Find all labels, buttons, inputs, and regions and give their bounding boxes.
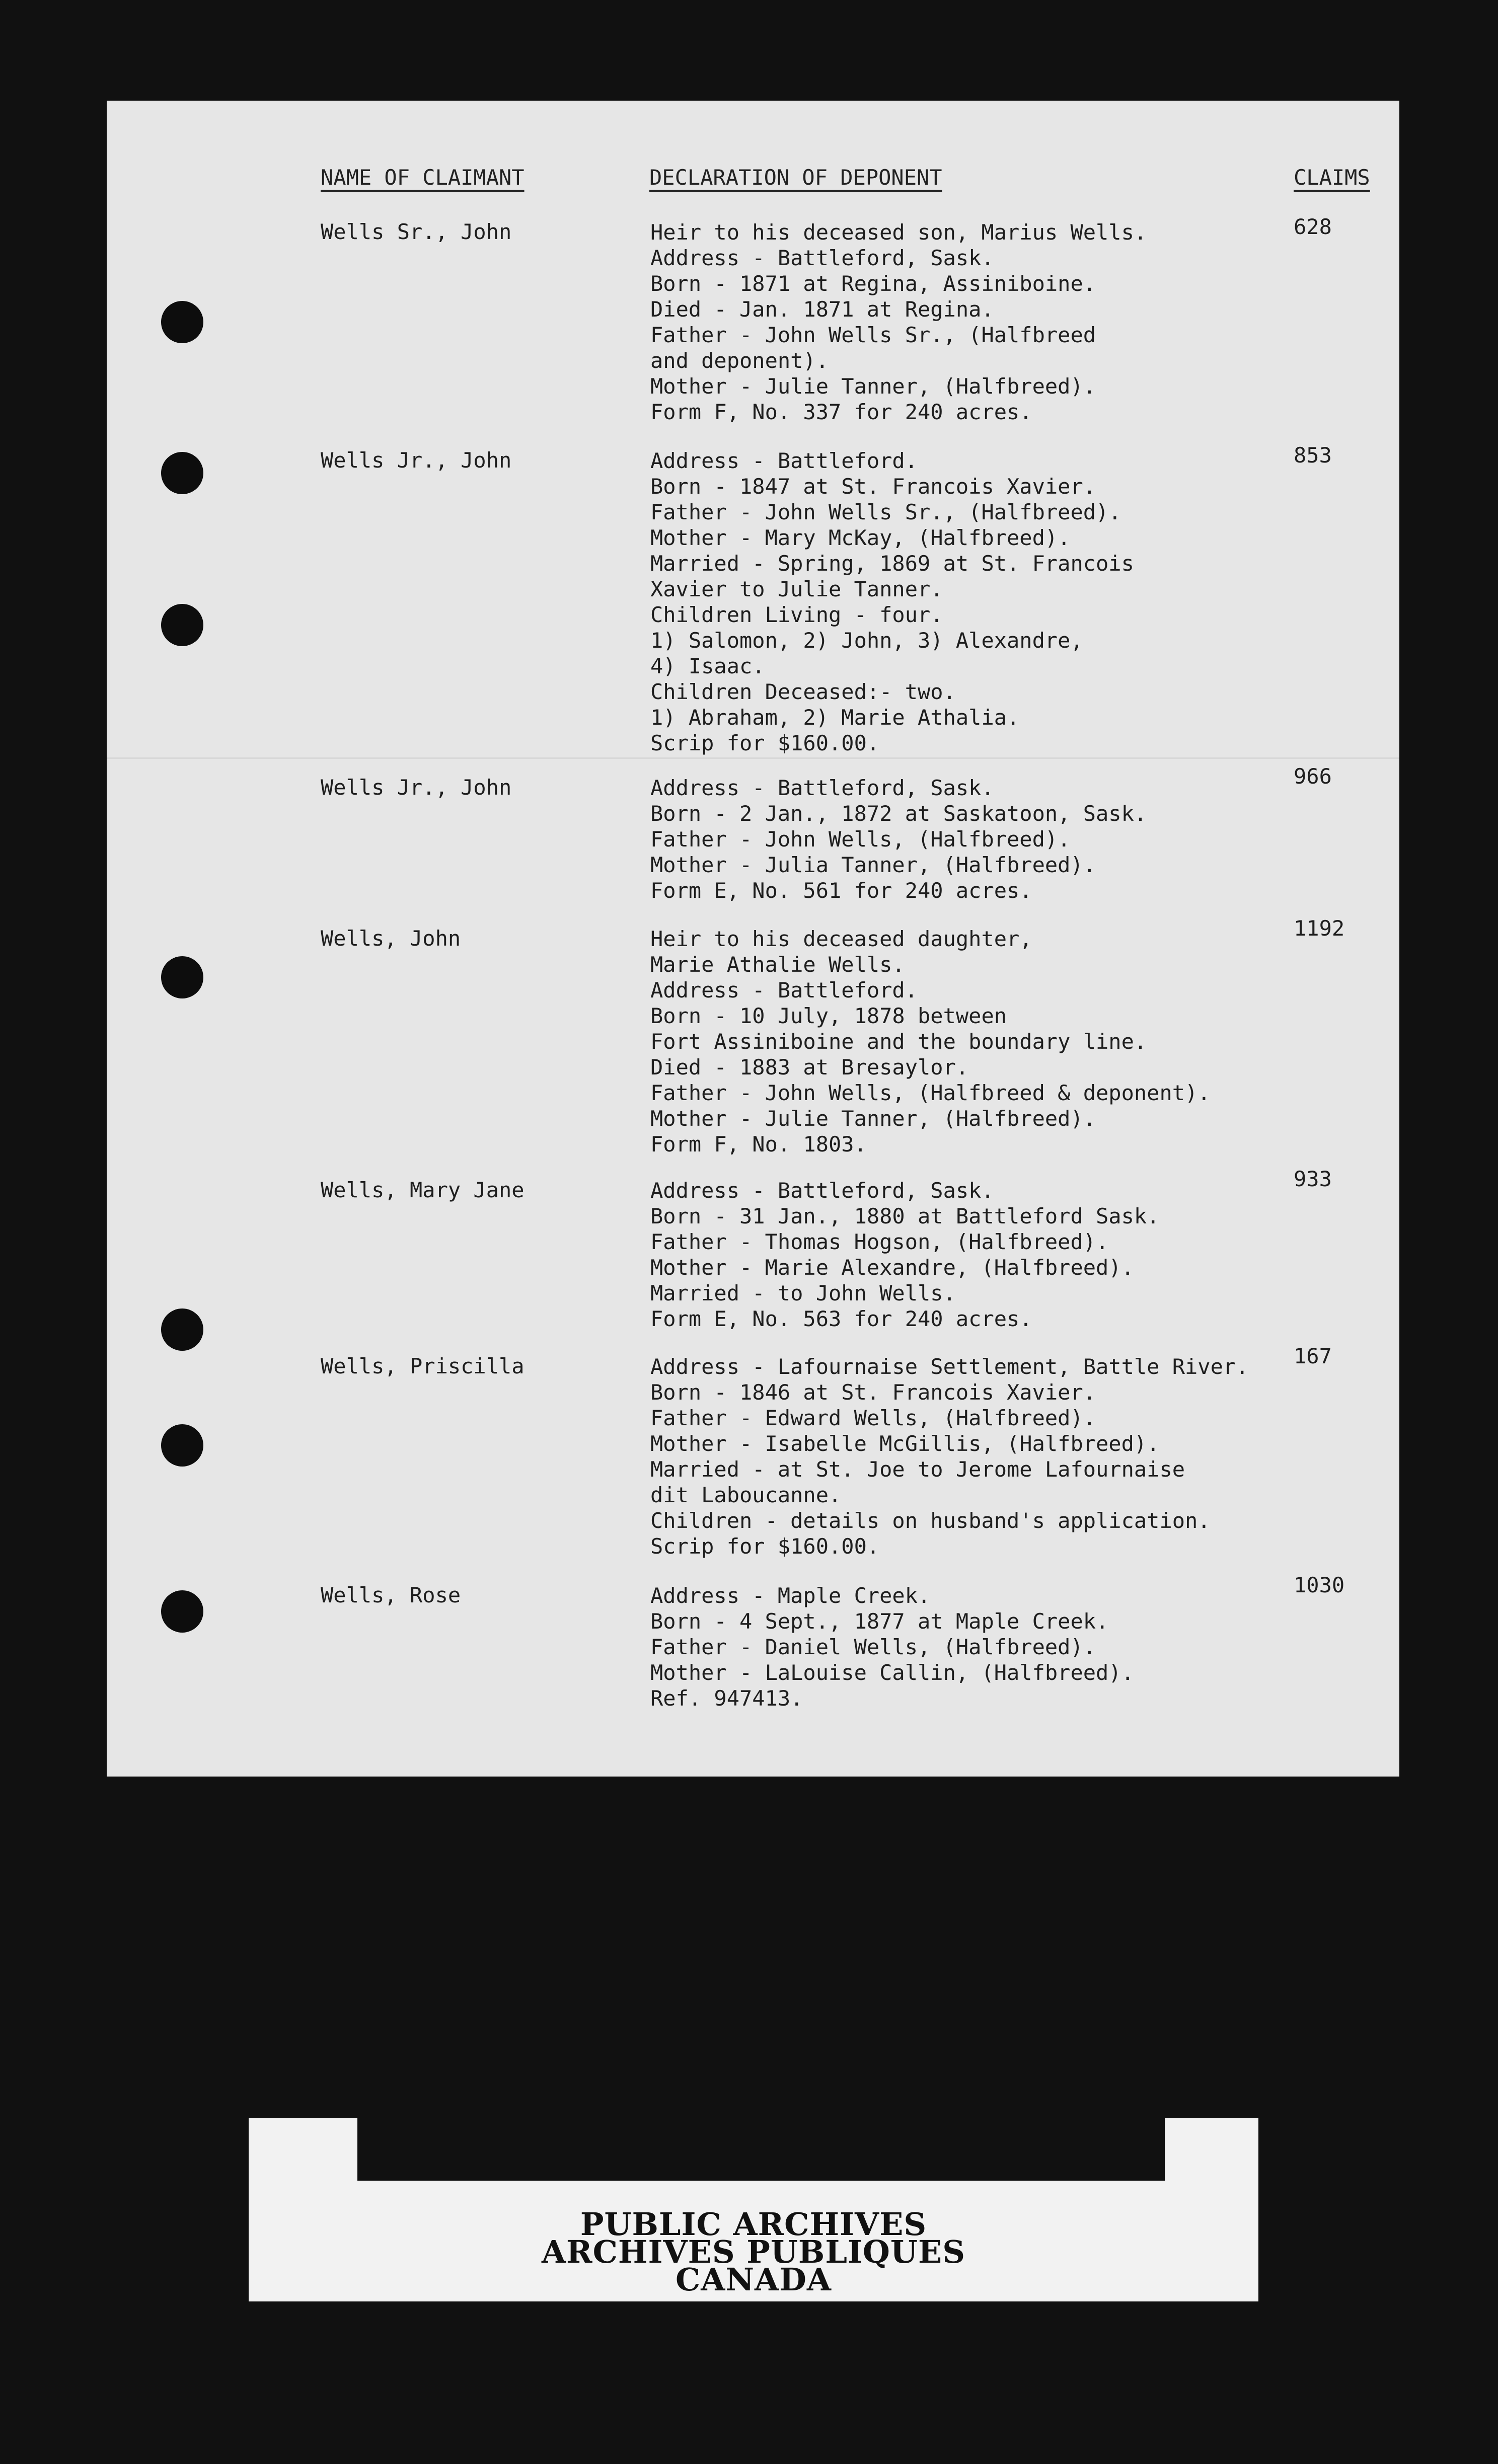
declaration-line: Form E, No. 563 for 240 acres. <box>650 1306 1032 1331</box>
claim-number: 853 <box>1294 443 1332 468</box>
declaration-line: Fort Assiniboine and the boundary line. <box>650 1029 1147 1054</box>
declaration-line: Father - John Wells Sr., (Halfbreed <box>650 323 1096 347</box>
declaration-line: Father - John Wells, (Halfbreed & deponent). <box>650 1081 1211 1105</box>
declaration-text <box>650 775 1330 903</box>
declaration-line: Father - Daniel Wells, (Halfbreed). <box>650 1635 1096 1659</box>
claim-number: 966 <box>1294 764 1332 789</box>
declaration-line: Father - John Wells Sr., (Halfbreed). <box>650 500 1121 524</box>
punch-hole <box>161 1308 203 1351</box>
declaration-text <box>650 1178 1330 1332</box>
declaration-text <box>650 926 1330 1157</box>
declaration-text <box>650 219 1330 425</box>
punch-hole <box>161 452 203 494</box>
declaration-line: Born - 1846 at St. Francois Xavier. <box>650 1380 1096 1405</box>
declaration-line: Ref. 947413. <box>650 1686 803 1711</box>
document-page <box>107 101 1399 1777</box>
punch-hole <box>161 1424 203 1467</box>
declaration-line: Address - Battleford, Sask. <box>650 246 994 270</box>
claim-number: 1030 <box>1294 1573 1345 1597</box>
declaration-line: Scrip for $160.00. <box>650 731 880 755</box>
declaration-text <box>650 1354 1330 1559</box>
declaration-line: Born - 31 Jan., 1880 at Battleford Sask. <box>650 1204 1160 1228</box>
declaration-line: Mother - Mary McKay, (Halfbreed). <box>650 525 1071 550</box>
declaration-line: Born - 1871 at Regina, Assiniboine. <box>650 271 1096 296</box>
declaration-text <box>650 448 1330 756</box>
punch-hole <box>161 956 203 998</box>
declaration-line: Born - 10 July, 1878 between <box>650 1004 1007 1028</box>
declaration-line: Died - Jan. 1871 at Regina. <box>650 297 994 322</box>
declaration-line: Mother - LaLouise Callin, (Halfbreed). <box>650 1660 1134 1685</box>
declaration-line: Mother - Julie Tanner, (Halfbreed). <box>650 1106 1096 1131</box>
claimant-name: Wells, Rose <box>321 1583 461 1607</box>
declaration-line: Married - at St. Joe to Jerome Lafournaise <box>650 1457 1185 1482</box>
stamp-line-1: PUBLIC ARCHIVES <box>580 2206 927 2243</box>
declaration-line: Address - Battleford. <box>650 448 918 473</box>
declaration-line: Father - John Wells, (Halfbreed). <box>650 827 1071 852</box>
declaration-line: Form F, No. 1803. <box>650 1132 867 1157</box>
claimant-name: Wells, John <box>321 926 461 951</box>
stamp-line-2: ARCHIVES PUBLIQUES <box>541 2234 966 2270</box>
declaration-line: 1) Abraham, 2) Marie Athalia. <box>650 705 1020 730</box>
punch-hole <box>161 604 203 646</box>
declaration-line: Mother - Isabelle McGillis, (Halfbreed). <box>650 1431 1160 1456</box>
declaration-text <box>650 1583 1330 1711</box>
claimant-name: Wells, Mary Jane <box>321 1178 525 1202</box>
declaration-line: Born - 2 Jan., 1872 at Saskatoon, Sask. <box>650 801 1147 826</box>
declaration-line: Father - Edward Wells, (Halfbreed). <box>650 1406 1096 1430</box>
declaration-line: Heir to his deceased daughter, <box>650 927 1032 951</box>
declaration-line: Married - Spring, 1869 at St. Francois <box>650 551 1134 576</box>
declaration-line: Children Living - four. <box>650 602 943 627</box>
declaration-line: Form F, No. 337 for 240 acres. <box>650 400 1032 424</box>
claimant-name: Wells Jr., John <box>321 448 512 473</box>
claimant-name: Wells, Priscilla <box>321 1354 525 1378</box>
claim-number: 933 <box>1294 1167 1332 1191</box>
declaration-line: and deponent). <box>650 348 829 373</box>
declaration-line: Died - 1883 at Bresaylor. <box>650 1055 969 1080</box>
claim-number: 167 <box>1294 1344 1332 1368</box>
header-claims: CLAIMS <box>1294 165 1370 190</box>
declaration-line: 1) Salomon, 2) John, 3) Alexandre, <box>650 628 1083 653</box>
claimant-name: Wells Jr., John <box>321 775 512 800</box>
declaration-line: Address - Battleford, Sask. <box>650 776 994 800</box>
claim-number: 1192 <box>1294 916 1345 941</box>
declaration-line: Scrip for $160.00. <box>650 1534 880 1559</box>
declaration-line: Address - Lafournaise Settlement, Battle River. <box>650 1354 1249 1379</box>
claimant-name: Wells Sr., John <box>321 219 512 244</box>
declaration-line: Mother - Marie Alexandre, (Halfbreed). <box>650 1255 1134 1280</box>
declaration-line: Mother - Julia Tanner, (Halfbreed). <box>650 853 1096 877</box>
declaration-line: Born - 4 Sept., 1877 at Maple Creek. <box>650 1609 1109 1634</box>
declaration-line: 4) Isaac. <box>650 654 765 678</box>
declaration-line: Children Deceased:- two. <box>650 679 956 704</box>
declaration-line: Xavier to Julie Tanner. <box>650 577 943 601</box>
declaration-line: Address - Battleford. <box>650 978 918 1003</box>
punch-hole <box>161 301 203 343</box>
claim-number: 628 <box>1294 214 1332 239</box>
punch-hole <box>161 1590 203 1633</box>
declaration-line: Married - to John Wells. <box>650 1281 956 1305</box>
header-name-of-claimant: NAME OF CLAIMANT <box>321 165 525 190</box>
declaration-line: dit Laboucanne. <box>650 1483 842 1507</box>
declaration-line: Address - Battleford, Sask. <box>650 1178 994 1203</box>
declaration-line: Form E, No. 561 for 240 acres. <box>650 878 1032 903</box>
declaration-line: Born - 1847 at St. Francois Xavier. <box>650 474 1096 499</box>
declaration-line: Children - details on husband's application. <box>650 1508 1211 1533</box>
declaration-line: Marie Athalie Wells. <box>650 952 905 977</box>
declaration-line: Father - Thomas Hogson, (Halfbreed). <box>650 1229 1109 1254</box>
declaration-line: Heir to his deceased son, Marius Wells. <box>650 220 1147 245</box>
header-declaration-of-deponent: DECLARATION OF DEPONENT <box>649 165 942 190</box>
declaration-line: Address - Maple Creek. <box>650 1583 931 1608</box>
fold-line <box>107 757 1399 759</box>
stamp-line-3: CANADA <box>675 2261 832 2298</box>
declaration-line: Mother - Julie Tanner, (Halfbreed). <box>650 374 1096 399</box>
archives-stamp <box>249 2118 1258 2301</box>
